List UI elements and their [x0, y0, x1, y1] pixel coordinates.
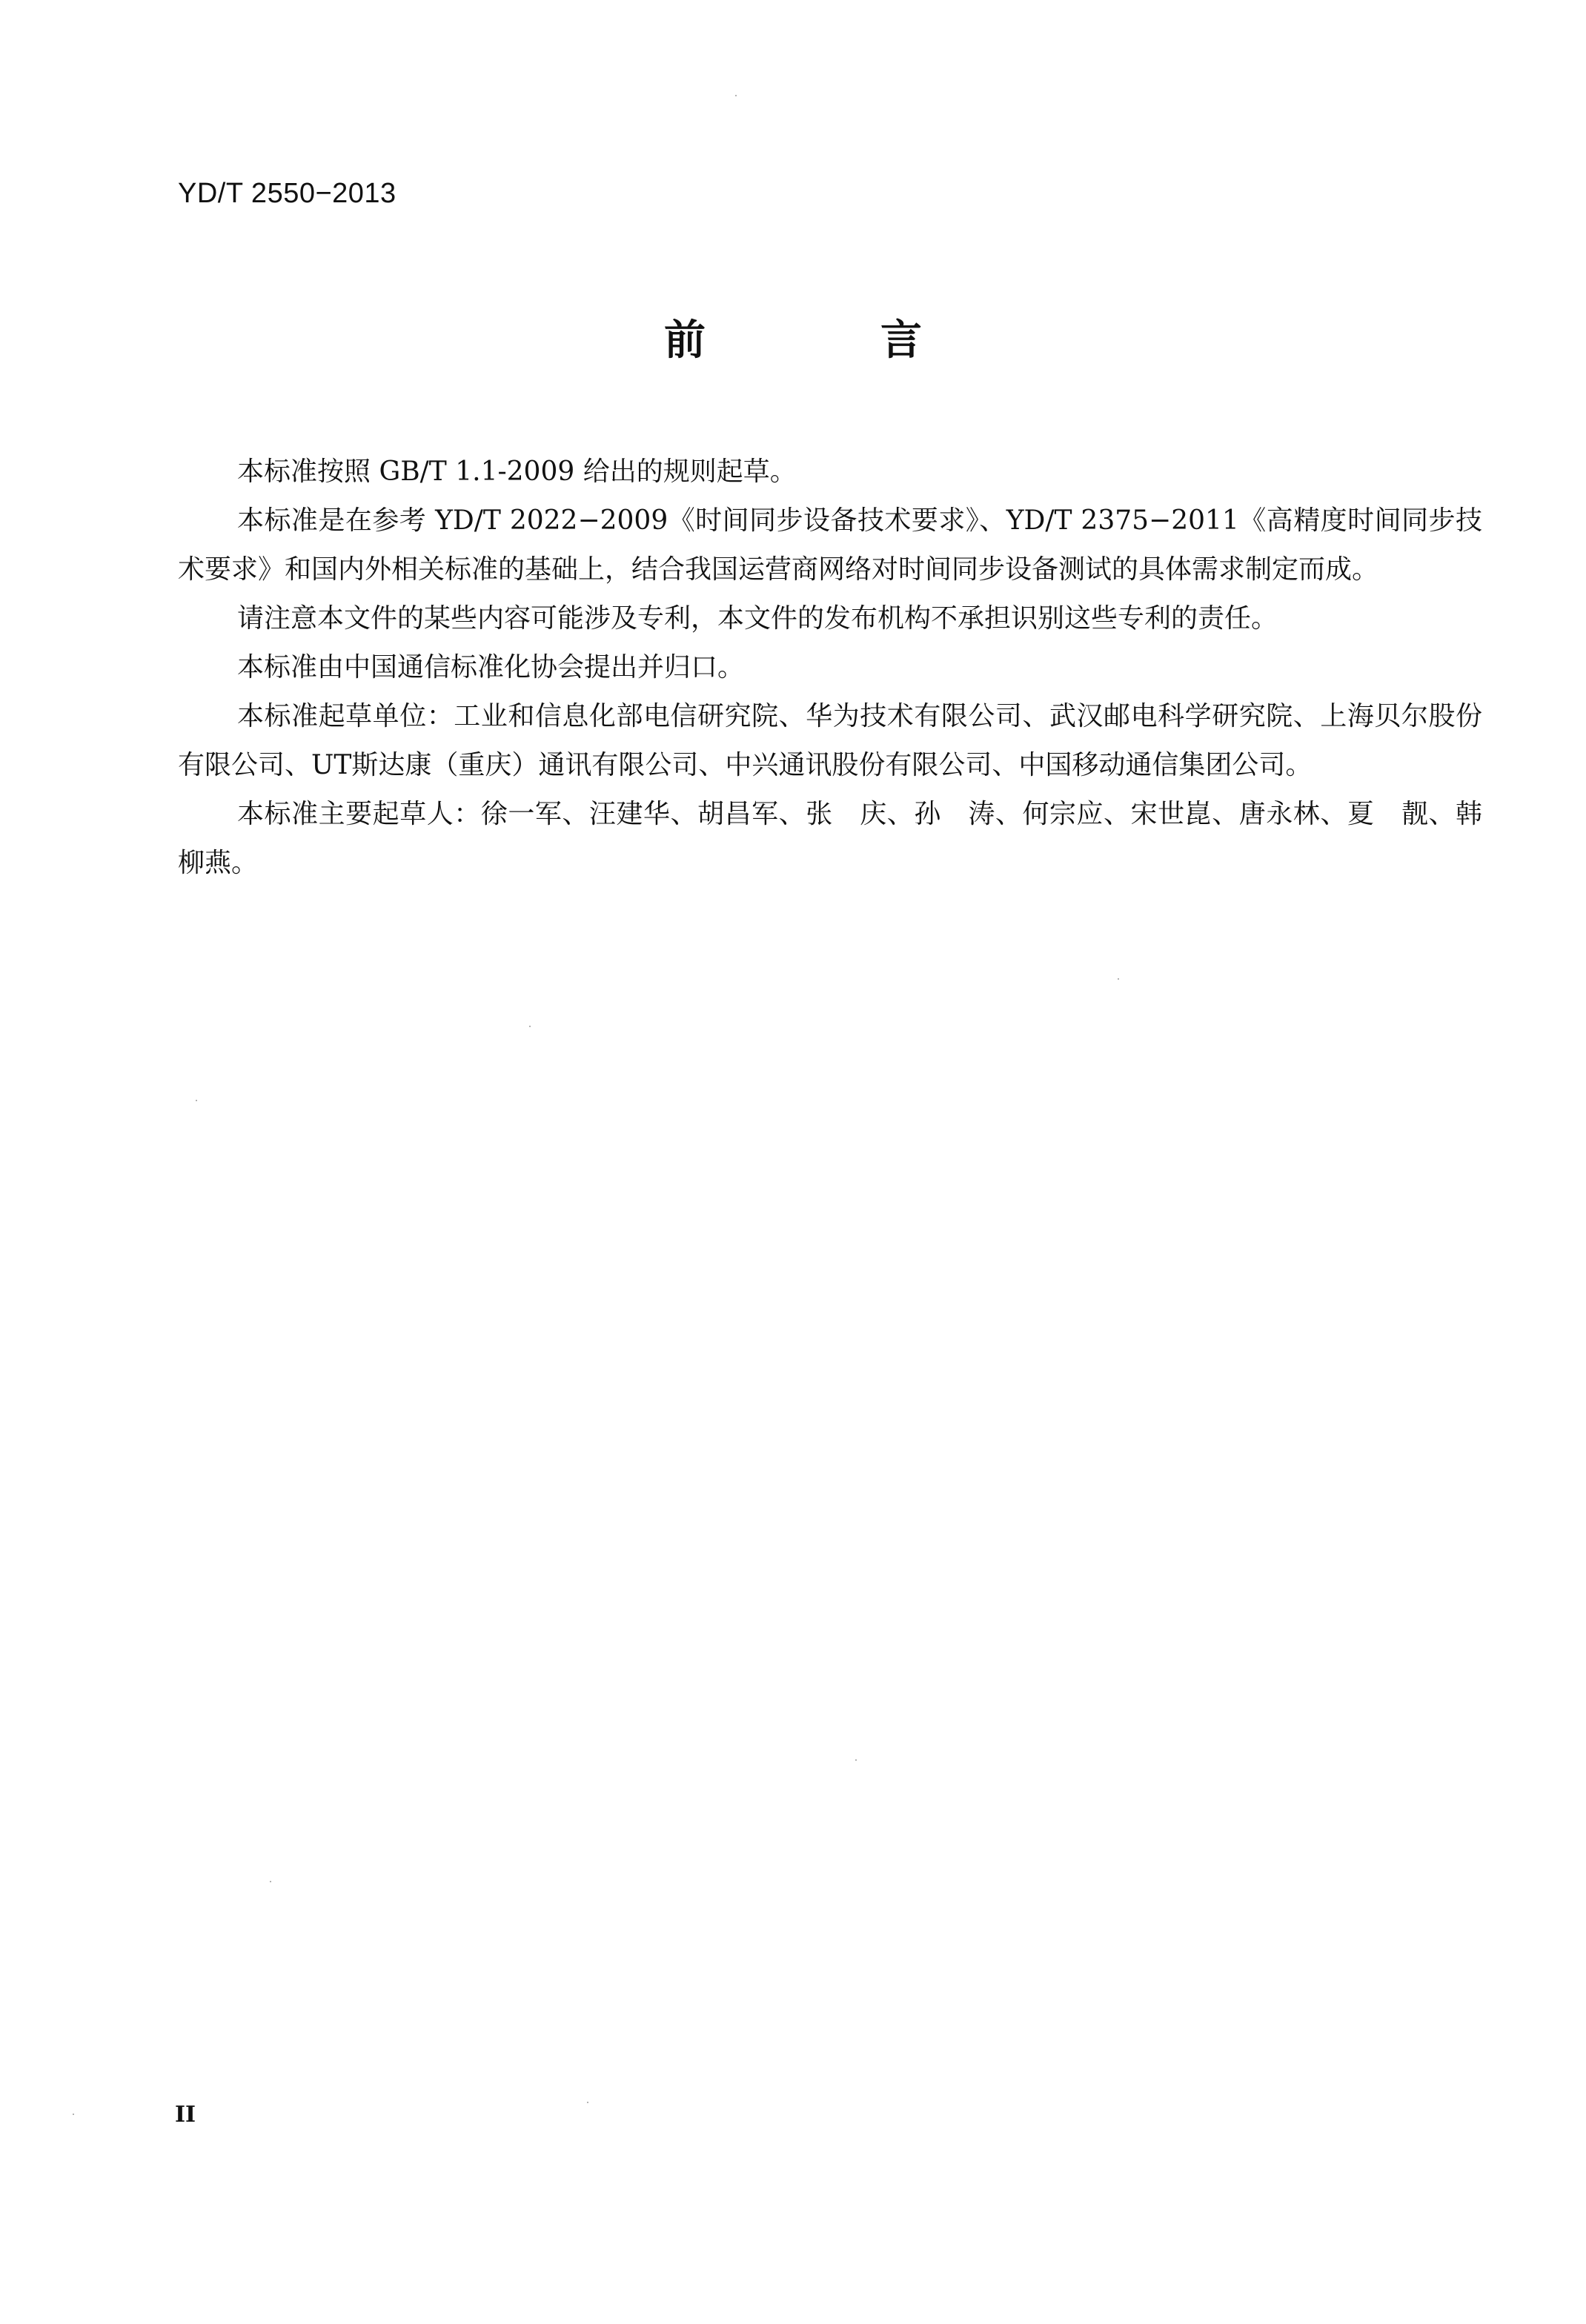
paragraph-drafters: 本标准主要起草人：徐一军、汪建华、胡昌军、张 庆、孙 涛、何宗应、宋世崑、唐永林、夏 靓、韩柳燕。: [178, 799, 1482, 878]
scan-speck: [855, 1759, 857, 1761]
paragraph-patent-notice: 请注意本文件的某些内容可能涉及专利，本文件的发布机构不承担识别这些专利的责任。: [237, 603, 1278, 634]
page-number: II: [175, 2102, 196, 2128]
paragraph-references: 本标准是在参考 YD/T 2022−2009《时间同步设备技术要求》、YD/T 2375−2011《高精度时间同步技术要求》和国内外相关标准的基础上，结合我国运营商网络对时间同步设备测试的具体需求制定而成。: [178, 505, 1482, 585]
foreword-body: [178, 448, 1482, 888]
paragraph-drafting-units: 本标准起草单位：工业和信息化部电信研究院、华为技术有限公司、武汉邮电科学研究院、上海贝尔股份有限公司、UT斯达康（重庆）通讯有限公司、中兴通讯股份有限公司、中国移动通信集团公司。: [178, 701, 1482, 780]
scan-speck: [196, 1100, 197, 1101]
scan-speck: [270, 1881, 271, 1882]
page-title: 前 言: [664, 316, 989, 365]
scan-speck: [529, 1026, 531, 1027]
paragraph-drafting-rules: 本标准按照 GB/T 1.1-2009 给出的规则起草。: [237, 456, 797, 487]
scan-speck: [73, 2114, 74, 2115]
scan-speck: [1118, 978, 1119, 980]
scan-speck: [735, 95, 737, 96]
paragraph-proposer: 本标准由中国通信标准化协会提出并归口。: [237, 652, 745, 683]
standard-code: YD/T 2550−2013: [178, 178, 396, 209]
scan-speck: [587, 2102, 588, 2103]
